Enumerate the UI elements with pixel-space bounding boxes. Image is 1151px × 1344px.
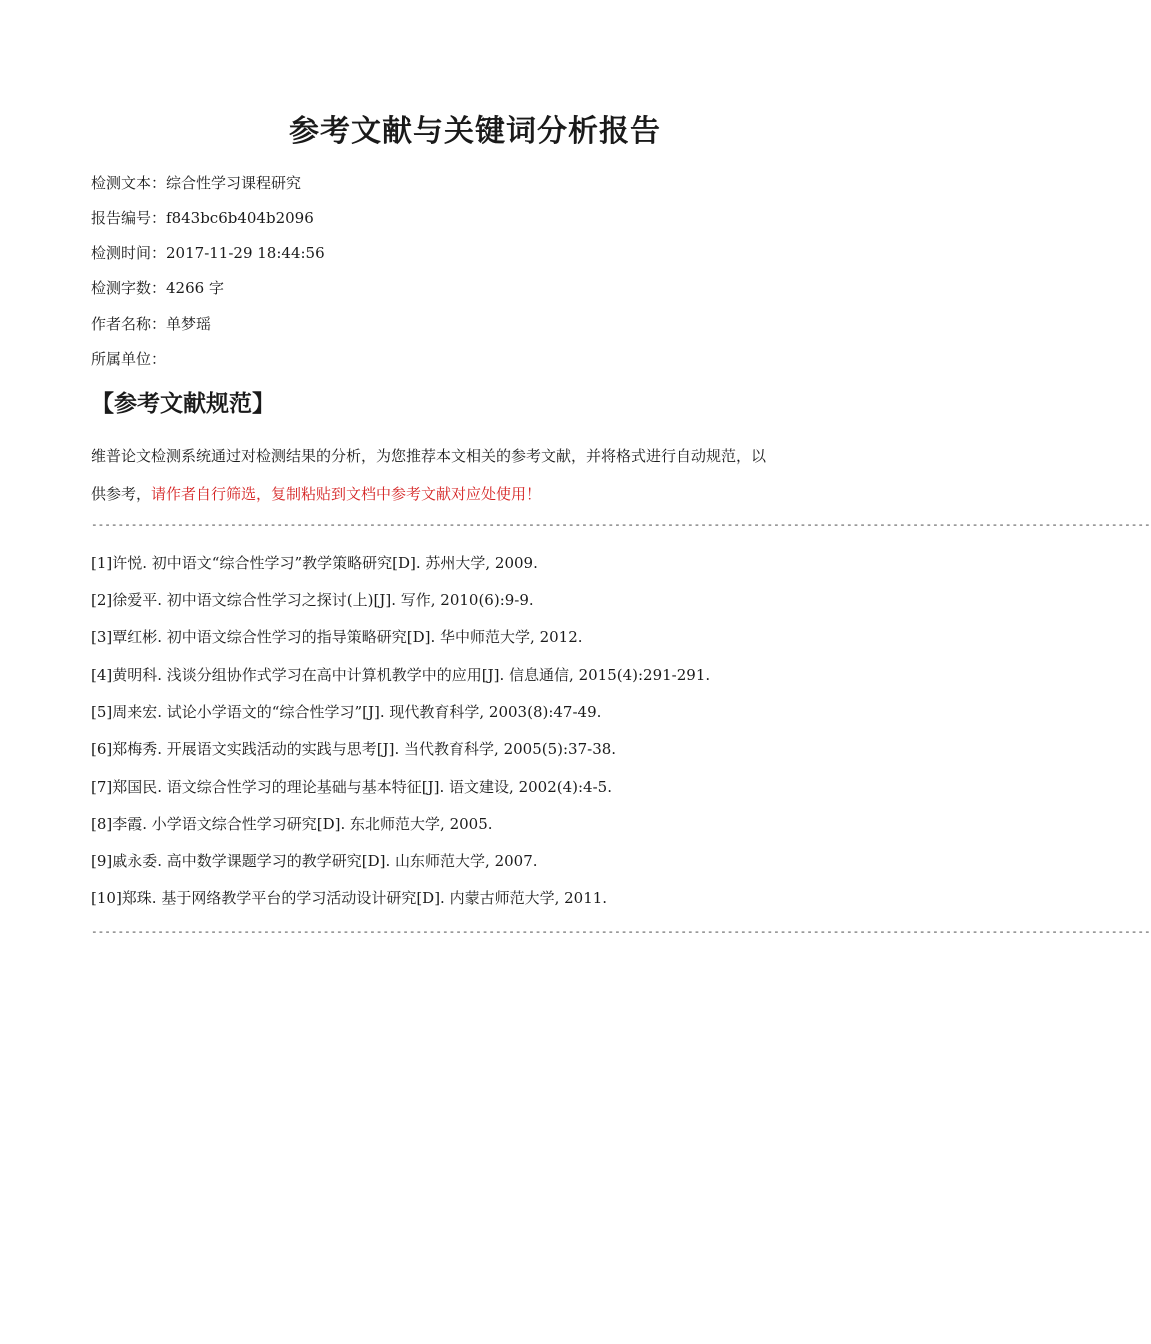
reference-item: [3]覃红彬. 初中语文综合性学习的指导策略研究[D]. 华中师范大学, 2012.: [91, 628, 583, 646]
meta-affiliation: [91, 348, 166, 369]
meta-report-number: [91, 207, 314, 228]
intro-line-1: 维普论文检测系统通过对检测结果的分析，为您推荐本文相关的参考文献，并将格式进行自动规范，以: [91, 447, 767, 465]
report-title: 参考文献与关键词分析报告: [289, 114, 661, 149]
meta-label: 检测字数：: [91, 279, 167, 297]
meta-detected-text: [91, 172, 301, 193]
reference-item: [10]郑珠. 基于网络教学平台的学习活动设计研究[D]. 内蒙古师范大学, 2011.: [91, 889, 608, 907]
meta-value: 单梦瑶: [166, 315, 212, 333]
meta-value: 综合性学习课程研究: [166, 174, 302, 192]
meta-label: 检测文本：: [91, 174, 167, 192]
reference-item: [1]许悦. 初中语文“综合性学习”教学策略研究[D]. 苏州大学, 2009.: [91, 554, 538, 572]
meta-label: 检测时间：: [91, 244, 167, 262]
intro-line-2: [91, 483, 871, 504]
meta-label: 报告编号：: [91, 209, 167, 227]
reference-item: [7]郑国民. 语文综合性学习的理论基础与基本特征[J]. 语文建设, 2002(4):4-5.: [91, 778, 612, 796]
reference-item: [8]李霞. 小学语文综合性学习研究[D]. 东北师范大学, 2005.: [91, 815, 493, 833]
reference-item: [5]周来宏. 试论小学语文的“综合性学习”[J]. 现代教育科学, 2003(8):47-49.: [91, 703, 602, 721]
intro-plain: 供参考，: [91, 485, 152, 503]
reference-item: [4]黄明科. 浅谈分组协作式学习在高中计算机教学中的应用[J]. 信息通信, 2015(4):291-291.: [91, 666, 711, 684]
reference-item: [9]戚永委. 高中数学课题学习的教学研究[D]. 山东师范大学, 2007.: [91, 852, 538, 870]
reference-item: [2]徐爱平. 初中语文综合性学习之探讨(上)[J]. 写作, 2010(6):9-9.: [91, 591, 534, 609]
section-title: 【参考文献规范】: [91, 390, 275, 417]
meta-detected-time: [91, 242, 325, 263]
meta-author: [91, 313, 211, 334]
meta-value: 4266 字: [166, 279, 224, 297]
meta-word-count: [91, 277, 224, 298]
meta-value: 2017-11-29 18:44:56: [166, 244, 325, 262]
separator-top: ----------------------------------------------------------------------------------------------------------------------------------------------------------------: [91, 518, 1151, 531]
meta-label: 作者名称：: [91, 315, 167, 333]
meta-value: f843bc6b404b2096: [166, 209, 314, 227]
separator-bottom: ----------------------------------------------------------------------------------------------------------------------------------------------------------------: [91, 925, 1151, 938]
meta-label: 所属单位：: [91, 350, 167, 368]
reference-item: [6]郑梅秀. 开展语文实践活动的实践与思考[J]. 当代教育科学, 2005(5):37-38.: [91, 740, 617, 758]
intro-warning: 请作者自行筛选，复制粘贴到文档中参考文献对应处使用！: [151, 485, 542, 503]
